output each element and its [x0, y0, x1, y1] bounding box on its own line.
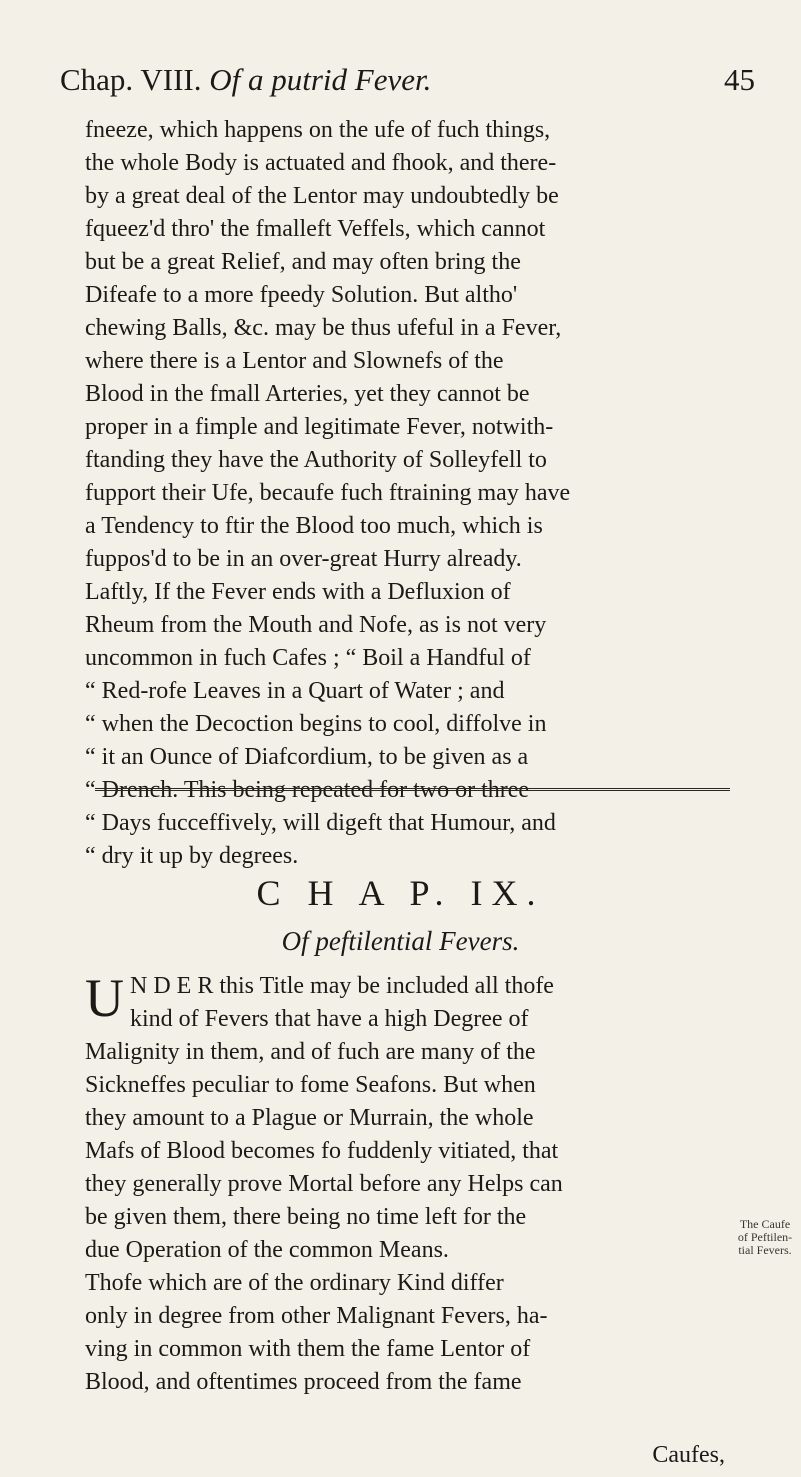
paragraph-1	[85, 114, 725, 873]
text-line: by a great deal of the Lentor may undoubtedly be	[85, 183, 559, 209]
text-line: ving in common with them the fame Lentor of	[85, 1336, 531, 1362]
text-line: Malignity in them, and of fuch are many of the	[85, 1039, 536, 1065]
text-line: fneeze, which happens on the ufe of fuch things,	[85, 117, 551, 143]
text-line: “ it an Ounce of Diafcordium, to be given as a	[85, 744, 529, 770]
text-line: chewing Balls, &c. may be thus ufeful in a Fever,	[85, 315, 562, 341]
text-line: fqueez'd thro' the fmalleft Veffels, which cannot	[85, 216, 546, 242]
page-number: 45	[724, 62, 755, 97]
text-line: a Tendency to ftir the Blood too much, which is	[85, 513, 543, 539]
text-line: where there is a Lentor and Slownefs of the	[85, 348, 504, 374]
text-line: Blood in the fmall Arteries, yet they cannot be	[85, 381, 530, 407]
text-line: fupport their Ufe, becaufe fuch ftraining may have	[85, 480, 571, 506]
text-line: Mafs of Blood becomes fo fuddenly vitiated, that	[85, 1138, 559, 1164]
text-line: they amount to a Plague or Murrain, the whole	[85, 1105, 534, 1131]
section-rule	[95, 788, 730, 791]
text-line: “ when the Decoction begins to cool, diffolve in	[85, 711, 547, 737]
text-line: due Operation of the common Means.	[85, 1237, 449, 1263]
running-header	[60, 62, 755, 112]
text-line: Difeafe to a more fpeedy Solution. But altho'	[85, 282, 518, 308]
text-line: ftanding they have the Authority of Solleyfell to	[85, 447, 547, 473]
margin-note: The Caufe of Peftilen-tial Fevers.	[737, 1217, 793, 1257]
text-line: “ Days fucceffively, will digeft that Humour, and	[85, 810, 556, 836]
text-line: “ Drench. This being repeated for two or three	[85, 777, 530, 803]
drop-cap: U	[85, 968, 124, 1028]
chapter-subtitle: Of peftilential Fevers.	[281, 926, 520, 956]
text-line: the whole Body is actuated and fhook, and there-	[85, 150, 557, 176]
text-line: Laftly, If the Fever ends with a Defluxion of	[85, 579, 511, 605]
text-line: they generally prove Mortal before any Helps can	[85, 1171, 563, 1197]
text-line: only in degree from other Malignant Fevers, ha-	[85, 1303, 548, 1329]
chapter-label: Chap. VIII.	[60, 62, 202, 97]
text-line: “ Red-rofe Leaves in a Quart of Water ; and	[85, 678, 505, 704]
text-line: Thofe which are of the ordinary Kind differ	[85, 1270, 504, 1296]
paragraph-2	[85, 970, 725, 1399]
text-line: fuppos'd to be in an over-great Hurry already.	[85, 546, 522, 572]
text-line: proper in a fimple and legitimate Fever, notwith-	[85, 414, 554, 440]
header-left	[60, 62, 431, 98]
text-line: kind of Fevers that have a high Degree of	[130, 1006, 529, 1032]
text-line: Rheum from the Mouth and Nofe, as is not very	[85, 612, 547, 638]
text-line: “ dry it up by degrees.	[85, 843, 299, 869]
running-title: Of a putrid Fever.	[209, 62, 432, 97]
text-line: but be a great Relief, and may often bring the	[85, 249, 521, 275]
text-line: uncommon in fuch Cafes ; “ Boil a Handful of	[85, 645, 531, 671]
chapter-heading: C H A P. IX.	[256, 873, 545, 913]
text-line: Sickneffes peculiar to fome Seafons. But when	[85, 1072, 536, 1098]
text-line: N D E R this Title may be included all thofe	[130, 973, 554, 999]
text-line: Blood, and oftentimes proceed from the fame	[85, 1369, 522, 1395]
text-line: be given them, there being no time left for the	[85, 1204, 527, 1230]
catchword: Caufes,	[652, 1442, 725, 1468]
